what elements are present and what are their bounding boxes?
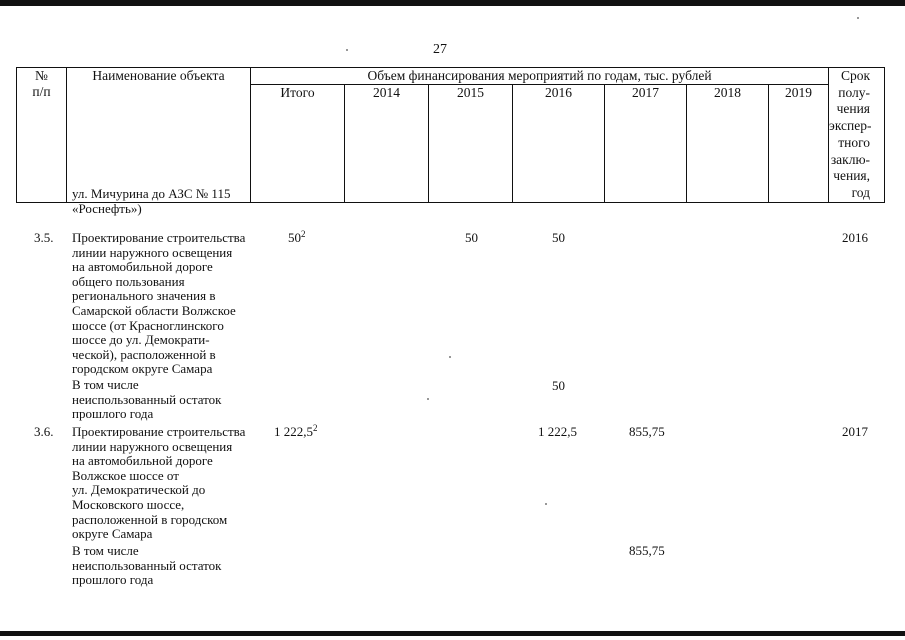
name-line: неиспользованный остаток [72,557,222,573]
name-line: прошлого года [72,406,154,422]
header-term-line: тного [838,134,871,150]
name-line: округе Самара [72,526,153,542]
name-line: линии наружного освещения [72,438,233,454]
header-year-2018: 2018 [687,84,769,202]
row-subline-value-2017: 855,75 [629,543,665,558]
scan-speck [346,49,348,51]
name-line: В том числе [72,377,139,392]
header-year-2014: 2014 [345,84,429,202]
header-term-line: чения, [833,168,871,184]
name-line: расположенной в городском [72,511,228,527]
total-number: 1 222,5 [274,424,313,439]
name-line: общего пользования [72,273,185,289]
footnote-mark: 2 [301,229,306,239]
page-number: 27 [433,42,447,57]
name-line: Волжское шоссе от [72,467,179,483]
header-name: Наименование объекта [67,68,251,203]
name-line: городском округе Самара [72,361,213,377]
row-name [72,425,254,542]
header-no-cell [17,68,67,203]
total-number: 50 [288,230,301,245]
row-term-year: 2017 [842,424,868,439]
header-no-abbrev: п/п [32,84,51,99]
page-bottom-edge [0,631,905,636]
row-value-2017: 855,75 [629,424,665,439]
name-line: «Роснефть») [72,200,142,216]
header-year-2017: 2017 [605,84,687,202]
footnote-mark: 2 [313,423,318,433]
header-term-cell [829,68,885,203]
row-name [72,231,254,377]
header-term-line: год [851,184,871,200]
scan-speck [427,398,429,400]
row-value-2015: 50 [465,230,478,245]
header-term-line: полу- [838,84,871,100]
scan-speck [545,503,547,505]
header-term-line: чения [836,101,871,117]
name-line: Проектирование строительства [72,230,246,245]
name-line: Самарской области Волжское [72,302,236,318]
row-total-value [288,230,306,246]
name-line: ческой), расположенной в [72,346,216,362]
name-line: линии наружного освещения [72,244,233,260]
name-line: прошлого года [72,572,154,588]
header-term-line: заклю- [830,151,871,167]
header-year-total: Итого [251,84,345,202]
row-subline-name [72,544,254,588]
row-subline-value-2016: 50 [552,378,565,393]
row-total-value [274,424,318,440]
name-line: ул. Демократической до [72,482,206,498]
name-line: неиспользованный остаток [72,391,222,407]
header-year-2019: 2019 [769,84,829,202]
name-line: шоссе (от Красноглинского [72,317,224,333]
header-year-2016: 2016 [513,84,605,202]
name-line: Проектирование строительства [72,424,246,439]
table-header [16,67,885,203]
page-top-edge [0,0,905,6]
name-line: шоссе до ул. Демократи- [72,332,210,348]
name-line: Московского шоссе, [72,496,185,512]
name-line: ул. Мичурина до АЗС № 115 [72,186,231,201]
row-number: 3.5. [34,230,54,245]
name-line: регионального значения в [72,288,216,304]
continued-row-name [72,187,254,216]
name-line: на автомобильной дороге [72,259,213,275]
row-number: 3.6. [34,424,54,439]
header-financing: Объем финансирования мероприятий по годам, тыс. рублей [251,68,829,85]
row-value-2016: 1 222,5 [538,424,577,439]
header-term-line: экспер- [829,118,872,134]
scan-speck [857,17,859,19]
header-term-line: Срок [840,68,871,83]
row-value-2016: 50 [552,230,565,245]
header-year-2015: 2015 [429,84,513,202]
row-subline-name [72,378,254,422]
name-line: В том числе [72,543,139,558]
row-term-year: 2016 [842,230,868,245]
header-no-symbol: № [35,68,48,83]
name-line: на автомобильной дороге [72,453,213,469]
scan-speck [449,356,451,358]
